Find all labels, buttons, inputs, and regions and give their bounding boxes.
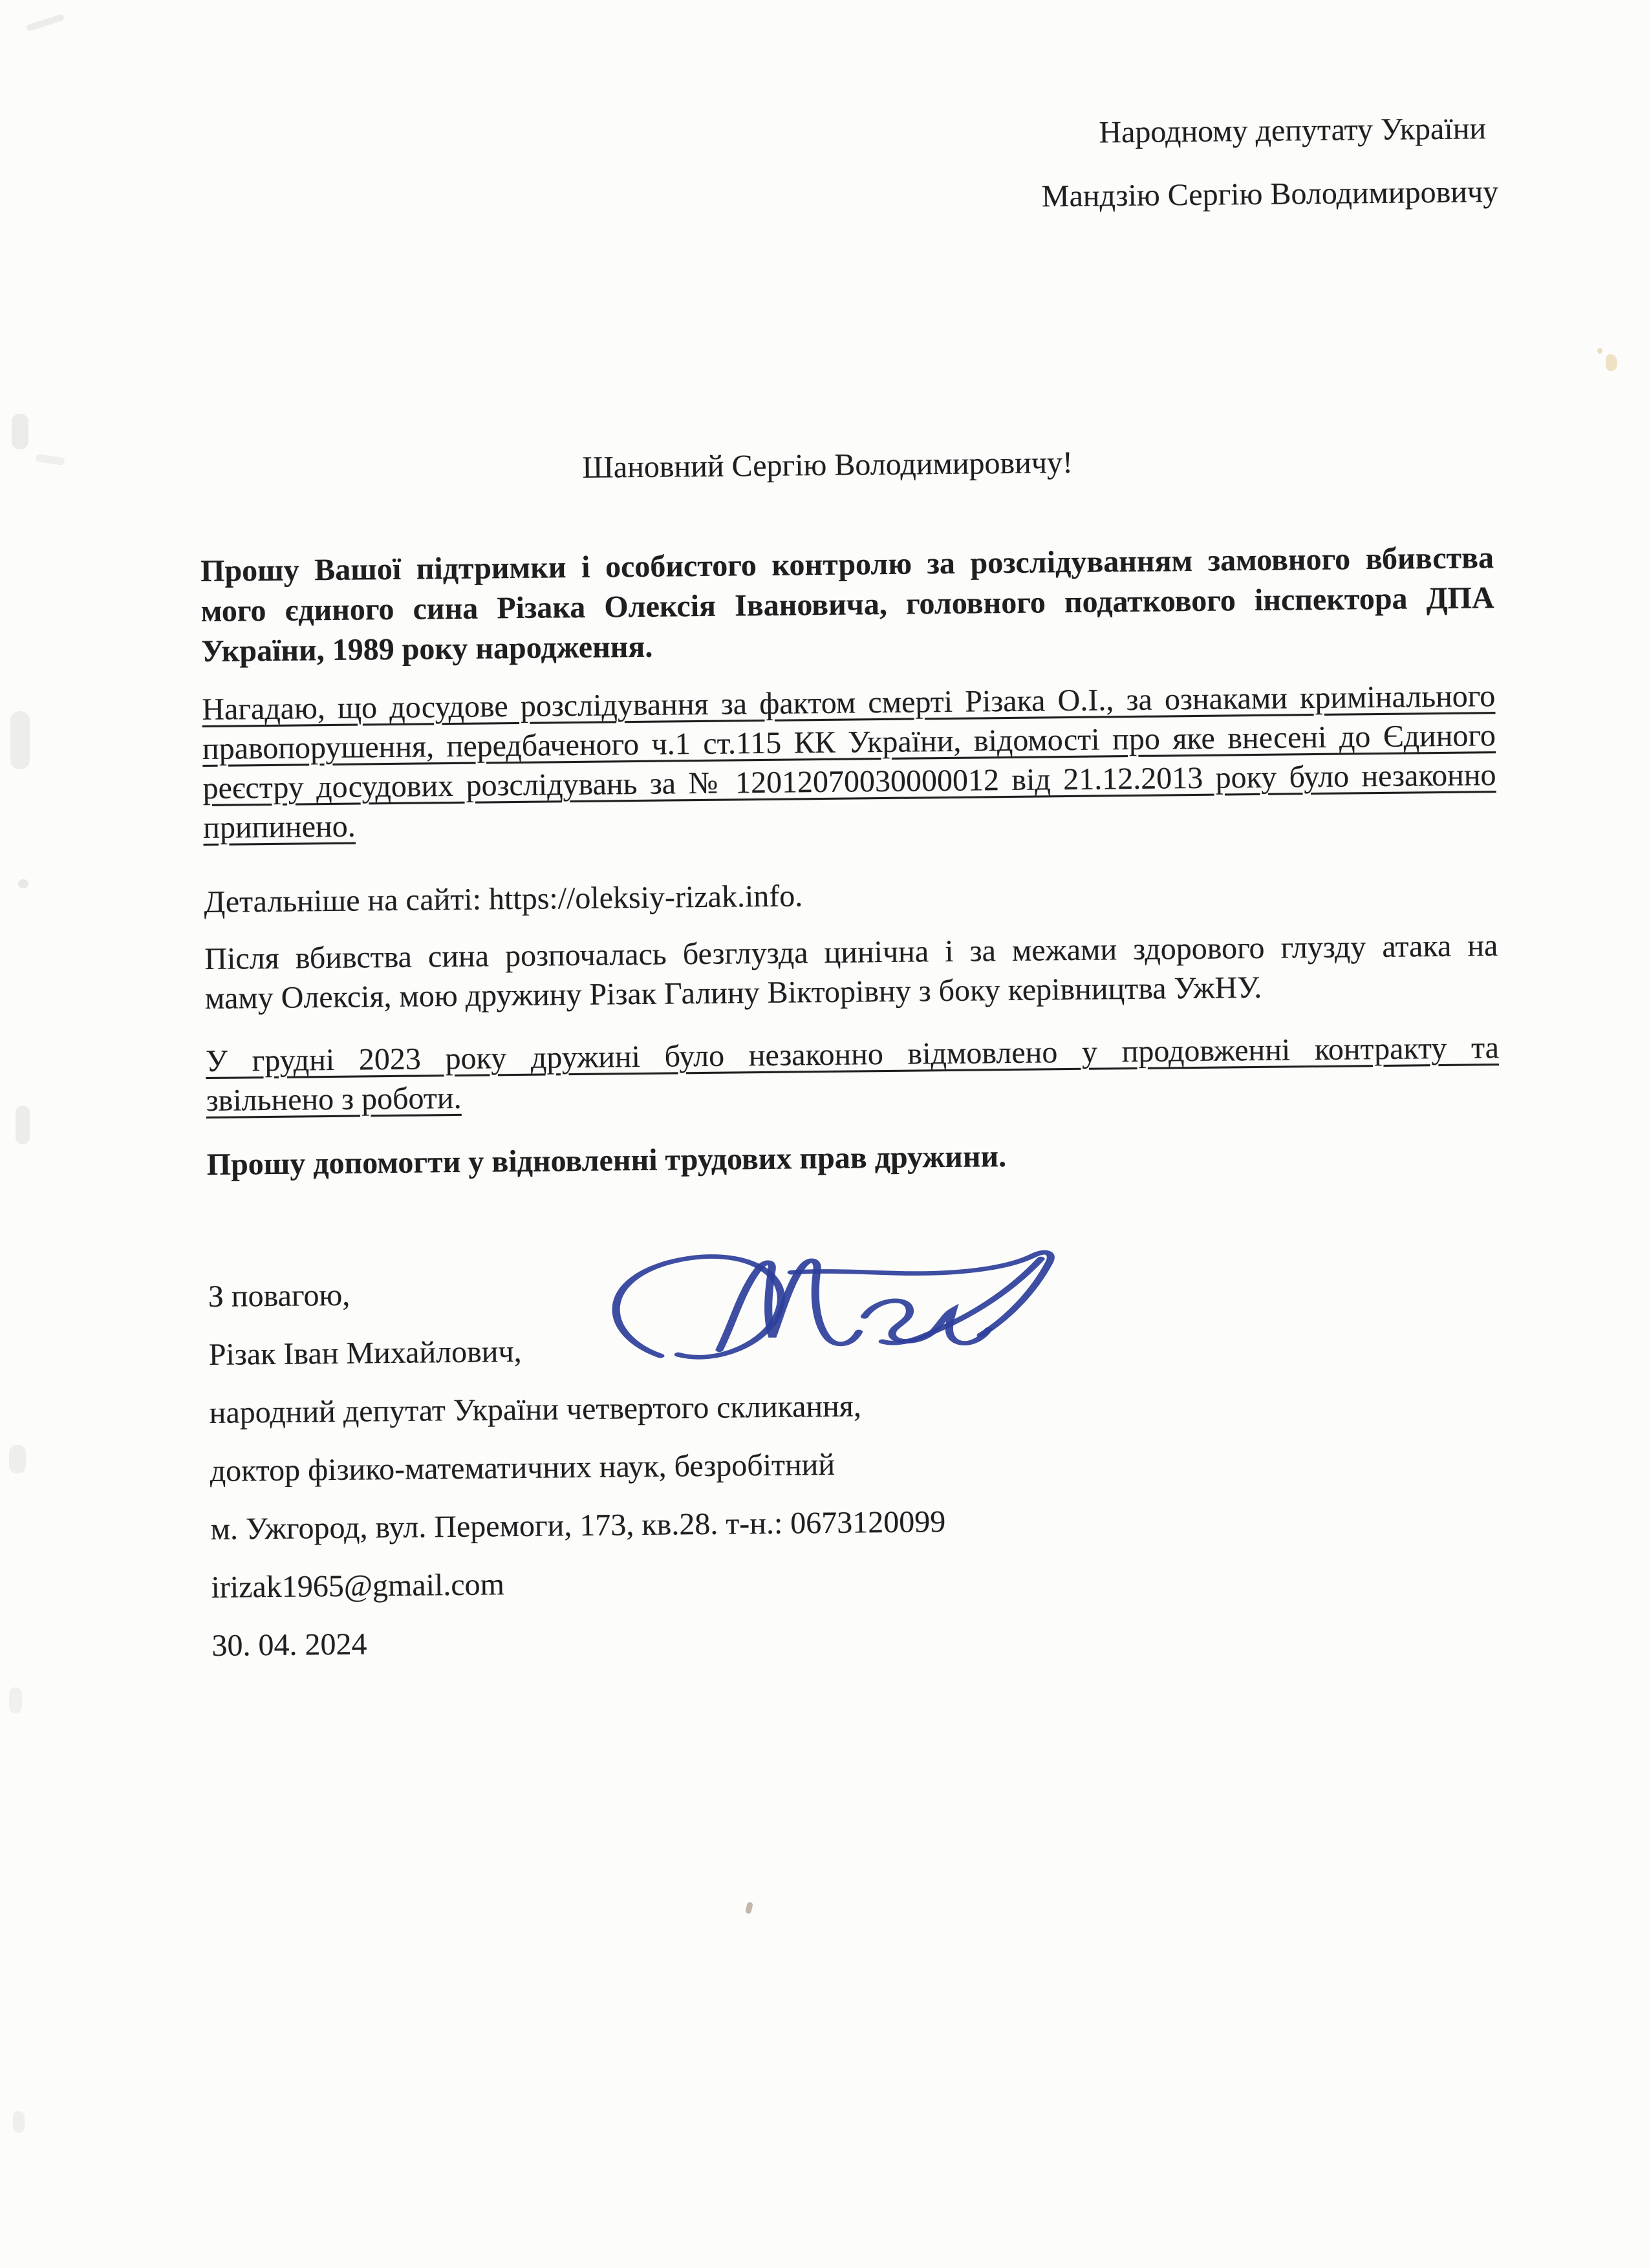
- website-line: Детальніше на сайті: https://oleksiy-rizak.info.: [204, 879, 803, 920]
- p1-line3: України, 1989 року народження.: [201, 629, 653, 669]
- recipient-line-2: Мандзію Сергію Володимировичу: [1041, 175, 1499, 214]
- closing-name: Різак Іван Михайлович,: [208, 1334, 522, 1372]
- p4-line2: маму Олексія, мою дружину Різак Галину Вікторівну з боку керівництва УжНУ.: [204, 970, 1262, 1016]
- p1-line1: Прошу Вашої підтримки і особистого контролю за розслідуванням замовного вбивства: [200, 540, 1494, 589]
- p2-line3: реєстру досудових розслідувань за № 12012070030000012 від 21.12.2013 року було незаконно: [202, 758, 1496, 806]
- p6-request-line: Прошу допомогти у відновленні трудових прав дружини.: [206, 1139, 1007, 1182]
- p1-line2: мого єдиного сина Різака Олексія Івановича, головного податкового інспектора ДПА: [200, 581, 1494, 629]
- closing-email: irizak1965@gmail.com: [211, 1567, 505, 1605]
- recipient-line-1: Народному депутату України: [1099, 111, 1487, 150]
- closing-degree: доктор фізико-математичних наук, безробітний: [210, 1447, 835, 1488]
- closing-regards: З повагою,: [208, 1278, 350, 1314]
- p4-line1: Після вбивства сина розпочалась безглузда цинічна і за межами здорового глузду атака на: [204, 928, 1498, 977]
- salutation: Шановний Сергію Володимировичу!: [582, 445, 1073, 485]
- p5-line2: звільнено з роботи.: [206, 1080, 462, 1118]
- handwritten-signature-ink: [583, 1232, 1075, 1380]
- closing-title: народний депутат України четвертого скликання,: [209, 1389, 862, 1430]
- p2-line2: правопорушення, передбаченого ч.1 ст.115 КК України, відомості про яке внесені до Єдиного: [202, 718, 1496, 767]
- p2-line4: припинено.: [202, 809, 356, 846]
- p2-line1: Нагадаю, що досудове розслідування за фактом смерті Різака О.І., за ознаками кримінального: [202, 679, 1496, 727]
- closing-address-phone: м. Ужгород, вул. Перемоги, 173, кв.28. т-н.: 0673120099: [210, 1504, 946, 1546]
- closing-date: 30. 04. 2024: [211, 1627, 367, 1663]
- p5-line1: У грудні 2023 року дружині було незаконно відмовлено у продовженні контракту та: [205, 1031, 1500, 1079]
